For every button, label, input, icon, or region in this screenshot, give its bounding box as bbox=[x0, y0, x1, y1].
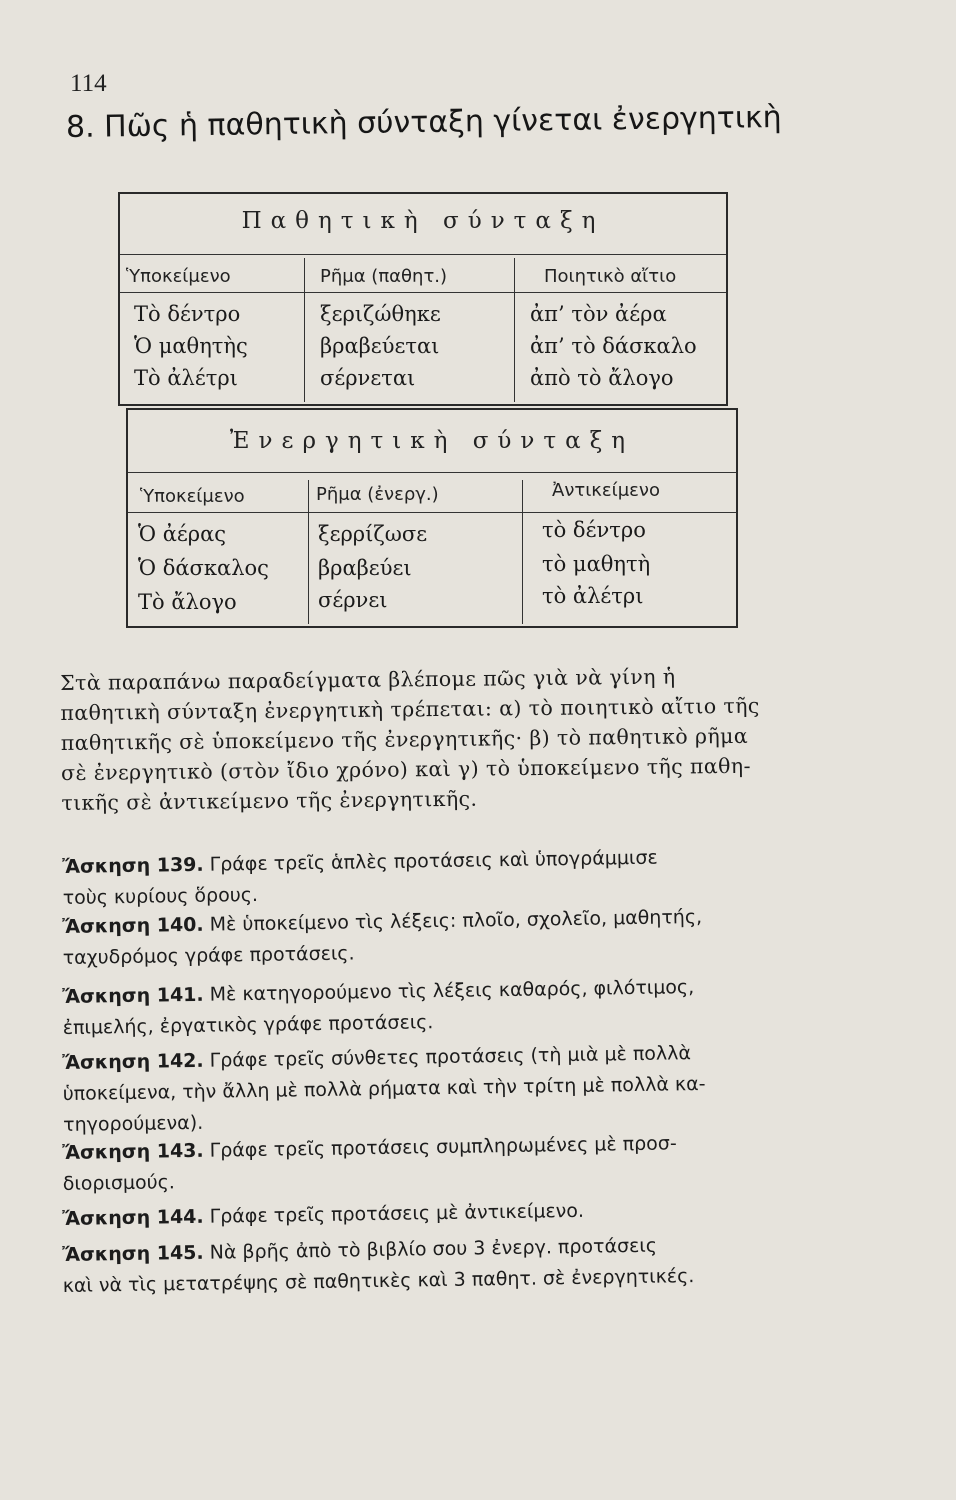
active-cell: Τὸ ἄλογο bbox=[138, 590, 237, 614]
passive-cell: Τὸ ἀλέτρι bbox=[134, 366, 238, 390]
exercise-label: Ἄσκηση 140. bbox=[62, 913, 204, 938]
exercise-label: Ἄσκηση 142. bbox=[62, 1049, 204, 1074]
exercise-text: Γράφε τρεῖς προτάσεις συμπληρωμένες μὲ προσ- bbox=[209, 1132, 677, 1162]
exercise-text: τοὺς κυρίους ὅρους. bbox=[62, 883, 259, 909]
exercise-label: Ἄσκηση 139. bbox=[62, 853, 204, 878]
exercise-text: Νὰ βρῆς ἀπὸ τὸ βιβλίο σου 3 ἐνεργ. προτάσεις bbox=[209, 1234, 658, 1264]
exercise-text: ἐπιμελής, ἐργατικὸς γράφε προτάσεις. bbox=[62, 1011, 434, 1039]
chapter-title: 8. Πῶς ἡ παθητικὴ σύνταξη γίνεται ἐνεργητικὴ bbox=[65, 100, 782, 145]
exercise-141 bbox=[62, 970, 833, 1044]
active-cell: τὸ δέντρο bbox=[542, 518, 646, 542]
page-number: 114 bbox=[70, 70, 107, 97]
passive-syntax-table bbox=[118, 192, 728, 406]
passive-header-agent: Ποιητικὸ αἴτιο bbox=[544, 266, 677, 287]
exercise-145 bbox=[62, 1228, 833, 1302]
active-cell: τὸ ἀλέτρι bbox=[542, 584, 644, 608]
paragraph-line: παθητικῆς σὲ ὑποκείμενο τῆς ἐνεργητικῆς· β) τὸ παθητικὸ ρῆμα bbox=[60, 723, 749, 755]
exercise-text: καὶ νὰ τὶς μετατρέψης σὲ παθητικὲς καὶ 3 παθητ. σὲ ἐνεργητικές. bbox=[62, 1265, 695, 1297]
active-cell: Ὁ ἀέρας bbox=[138, 522, 227, 546]
exercise-text: τηγορούμενα). bbox=[63, 1111, 204, 1136]
paragraph-line: τικῆς σὲ ἀντικείμενο τῆς ἐνεργητικῆς. bbox=[61, 786, 478, 815]
exercise-142 bbox=[62, 1036, 833, 1141]
passive-table-title: Παθητικὴ σύνταξη bbox=[241, 208, 605, 234]
explanation-paragraph bbox=[60, 660, 832, 818]
paragraph-line: Στὰ παραπάνω παραδείγματα βλέπομε πῶς γιὰ νὰ γίνη ἡ bbox=[60, 664, 676, 695]
exercise-144 bbox=[62, 1192, 832, 1235]
exercise-text: Γράφε τρεῖς ἁπλὲς προτάσεις καὶ ὑπογράμμισε bbox=[209, 846, 658, 876]
passive-cell: ἀπὸ τὸ ἄλογο bbox=[530, 366, 674, 390]
passive-header-subject: Ὑποκείμενο bbox=[126, 266, 231, 287]
exercise-text: ταχυδρόμος γράφε προτάσεις. bbox=[62, 942, 355, 969]
passive-cell: ξεριζώθηκε bbox=[320, 302, 441, 326]
exercise-label: Ἄσκηση 144. bbox=[62, 1205, 204, 1230]
exercise-143 bbox=[62, 1126, 833, 1200]
exercise-text: Μὲ κατηγορούμενο τὶς λέξεις καθαρός, φιλότιμος, bbox=[209, 976, 695, 1006]
active-cell: βραβεύει bbox=[318, 556, 412, 580]
passive-cell: ἀπ’ τὸν ἀέρα bbox=[530, 302, 667, 326]
active-syntax-table bbox=[126, 408, 738, 628]
active-cell: ξερρίζωσε bbox=[318, 522, 428, 546]
active-header-subject: Ὑποκείμενο bbox=[140, 486, 245, 507]
paragraph-line: σὲ ἐνεργητικὸ (στὸν ἴδιο χρόνο) καὶ γ) τὸ ὑποκείμενο τῆς παθη- bbox=[60, 753, 751, 785]
active-header-verb: Ρῆμα (ἐνεργ.) bbox=[316, 484, 439, 505]
exercise-label: Ἄσκηση 141. bbox=[62, 983, 204, 1008]
exercise-text: ὑποκείμενα, τὴν ἄλλη μὲ πολλὰ ρήματα καὶ τὴν τρίτη μὲ πολλὰ κα- bbox=[62, 1072, 706, 1105]
exercise-text: Μὲ ὑποκείμενο τὶς λέξεις: πλοῖο, σχολεῖο, μαθητής, bbox=[209, 905, 703, 936]
paragraph-line: παθητικὴ σύνταξη ἐνεργητικὴ τρέπεται: α) τὸ ποιητικὸ αἴτιο τῆς bbox=[60, 693, 760, 725]
passive-cell: ἀπ’ τὸ δάσκαλο bbox=[530, 334, 697, 358]
exercise-140 bbox=[62, 900, 833, 974]
passive-cell: σέρνεται bbox=[320, 366, 416, 390]
exercise-text: Γράφε τρεῖς σύνθετες προτάσεις (τὴ μιὰ μὲ πολλὰ bbox=[209, 1042, 692, 1072]
exercise-label: Ἄσκηση 145. bbox=[62, 1241, 204, 1266]
exercise-label: Ἄσκηση 143. bbox=[62, 1139, 204, 1164]
active-cell: σέρνει bbox=[318, 588, 388, 612]
passive-cell: βραβεύεται bbox=[320, 334, 440, 358]
exercise-text: διορισμούς. bbox=[62, 1171, 175, 1195]
passive-header-verb: Ρῆμα (παθητ.) bbox=[320, 266, 448, 287]
active-table-title: Ἐνεργητικὴ σύνταξη bbox=[229, 428, 635, 454]
active-cell: τὸ μαθητὴ bbox=[542, 552, 651, 576]
passive-cell: Ὁ μαθητὴς bbox=[134, 334, 248, 358]
passive-cell: Τὸ δέντρο bbox=[134, 302, 241, 326]
active-header-object: Ἀντικείμενο bbox=[552, 480, 660, 501]
exercise-text: Γράφε τρεῖς προτάσεις μὲ ἀντικείμενο. bbox=[209, 1199, 585, 1228]
active-cell: Ὁ δάσκαλος bbox=[138, 556, 269, 580]
